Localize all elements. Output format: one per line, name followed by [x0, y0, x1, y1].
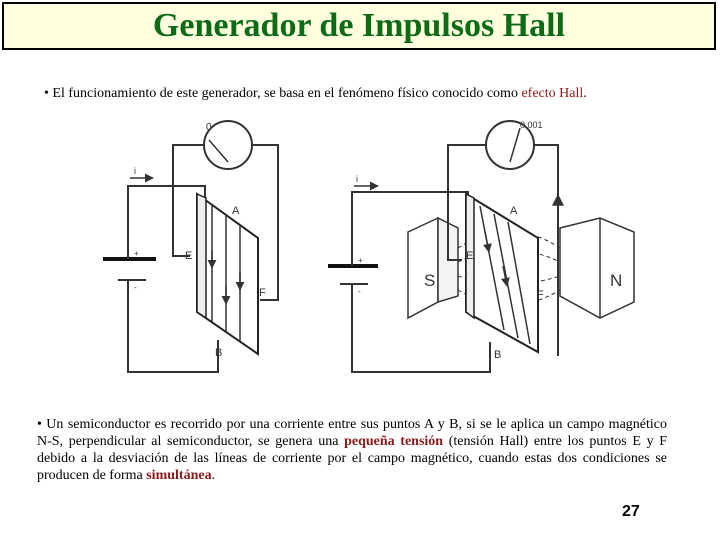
left-label-b: B — [215, 347, 223, 359]
para-highlight1: pequeña tensión — [344, 434, 444, 449]
para-highlight2: simultánea — [146, 468, 212, 483]
right-magnet-n — [560, 218, 634, 318]
left-wire-top — [128, 186, 205, 259]
right-label-f: F — [537, 289, 544, 301]
right-label-e: E — [466, 250, 474, 262]
right-label-b: B — [494, 349, 502, 361]
right-battery-minus: - — [358, 287, 361, 296]
right-circuit — [328, 121, 634, 372]
right-pole-s: S — [424, 271, 436, 290]
left-label-a: A — [232, 205, 240, 217]
left-label-e: E — [185, 250, 193, 262]
page-title: Generador de Impulsos Hall — [152, 7, 566, 44]
intro-prefix: • El funcionamiento de este generador, se basa en el fenómeno físico conocido como — [44, 86, 522, 101]
right-meter-reading: 0.001 — [520, 120, 543, 130]
left-battery-plus: + — [134, 249, 139, 258]
right-label-a: A — [510, 205, 518, 217]
intro-suffix: . — [583, 86, 587, 101]
right-magnet-s — [408, 218, 438, 318]
left-current-label: i — [134, 166, 136, 176]
page-number: 27 — [622, 503, 640, 520]
left-meter-reading: 0 — [206, 122, 212, 133]
right-battery-plus: + — [358, 256, 363, 265]
left-hall-plate-side — [197, 194, 206, 318]
explanation-paragraph — [37, 416, 667, 484]
left-label-f: F — [259, 287, 266, 299]
para-part1: • Un semiconductor es recorrido por una corriente entre sus puntos A y B, si se le aplica un campo magnético N-S, perpendicular al semiconductor, se genera una — [37, 417, 667, 449]
left-circuit — [103, 121, 278, 372]
para-part2: (tensión Hall) entre los puntos E y F debido a la desviación de las líneas de corriente por el campo magnético, cuando estas dos condiciones se producen de forma — [37, 434, 667, 483]
intro-highlight: efecto Hall — [521, 86, 584, 101]
para-part3: . — [211, 468, 216, 483]
left-battery-minus: - — [134, 283, 137, 292]
right-pole-n: N — [610, 271, 623, 290]
right-current-label: i — [356, 174, 358, 184]
